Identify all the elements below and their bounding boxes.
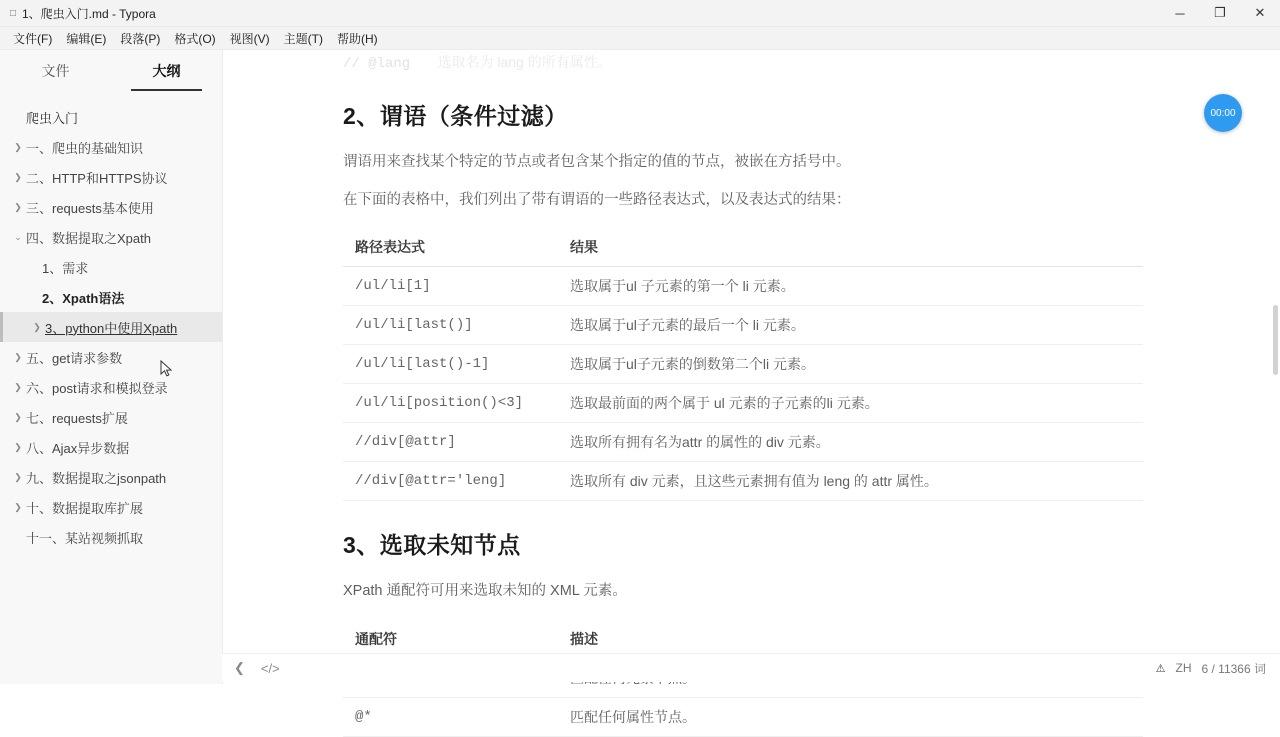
cell-expression: //div[@attr] <box>343 423 558 462</box>
window-title: 1、爬虫入门.md - Typora <box>22 6 156 21</box>
outline-item-xpath-syntax[interactable] <box>0 282 222 312</box>
chevron-left-icon[interactable]: ❮ <box>234 660 245 675</box>
chevron-right-icon[interactable]: ❯ <box>14 171 22 182</box>
source-code-icon[interactable]: </> <box>260 660 280 676</box>
minimize-button[interactable]: ─ <box>1175 5 1185 21</box>
chevron-right-icon[interactable]: ❯ <box>33 321 41 332</box>
outline-item-basics[interactable] <box>0 132 222 162</box>
outline-item-label: 十、数据提取库扩展 <box>26 500 144 516</box>
cell-wildcard: @* <box>343 697 558 736</box>
document-icon: □ <box>9 7 17 19</box>
outline-item-ajax[interactable] <box>0 432 222 462</box>
column-header-description: 描述 <box>558 620 1143 659</box>
column-header-result: 结果 <box>558 228 1143 267</box>
partial-code-text: // @lang <box>343 56 411 72</box>
cell-expression: /ul/li[last()-1] <box>343 345 558 384</box>
outline-item-db-ext[interactable] <box>0 492 222 522</box>
language-indicator[interactable]: ZH <box>1175 661 1192 675</box>
column-header-expression: 路径表达式 <box>343 228 558 267</box>
outline-item-label: 三、requests基本使用 <box>26 200 154 216</box>
table-header-row <box>343 228 1143 267</box>
partial-top-row <box>343 50 1160 72</box>
chevron-right-icon[interactable]: ❯ <box>14 471 22 482</box>
table-row <box>343 345 1143 384</box>
document-content <box>223 50 1280 737</box>
menu-file[interactable]: 文件(F) <box>13 31 53 46</box>
outline-item-label: 四、数据提取之Xpath <box>26 230 151 246</box>
outline-item-label: 1、需求 <box>42 260 89 276</box>
cell-expression: //div[@attr='leng] <box>343 462 558 501</box>
status-right-group <box>1156 660 1280 677</box>
outline-item-requests[interactable] <box>0 192 222 222</box>
sidebar-tabs <box>0 50 222 92</box>
tab-files[interactable]: 文件 <box>41 63 70 79</box>
column-header-wildcard: 通配符 <box>343 620 558 659</box>
menu-view[interactable]: 视图(V) <box>229 31 270 46</box>
chevron-right-icon[interactable]: ❯ <box>14 201 22 212</box>
title-bar <box>0 0 1280 27</box>
cell-expression: /ul/li[position()<3] <box>343 384 558 423</box>
outline-item-requests-ext[interactable] <box>0 402 222 432</box>
cell-description: 匹配任何属性节点。 <box>558 697 1143 736</box>
cell-expression: /ul/li[1] <box>343 267 558 306</box>
outline-item-label: 3、python中使用Xpath <box>45 320 178 336</box>
menu-theme[interactable]: 主题(T) <box>283 31 323 46</box>
outline-item-http[interactable] <box>0 162 222 192</box>
outline-item-label: 八、Ajax异步数据 <box>26 440 130 456</box>
outline-item-video-crawl[interactable] <box>0 522 222 552</box>
chevron-down-icon[interactable]: ⌄ <box>14 231 22 242</box>
outline-item-label: 六、post请求和模拟登录 <box>26 380 168 396</box>
outline-item-python-xpath[interactable] <box>0 312 222 342</box>
cell-result: 选取所有拥有名为attr 的属性的 div 元素。 <box>558 423 1143 462</box>
menu-format[interactable]: 格式(O) <box>174 31 216 46</box>
cell-result: 选取属于ul子元素的倒数第二个li 元素。 <box>558 345 1143 384</box>
partial-desc-text: 选取名为 lang 的所有属性。 <box>437 54 612 70</box>
chevron-right-icon[interactable]: ❯ <box>14 141 22 152</box>
outline-item-post-login[interactable] <box>0 372 222 402</box>
cell-result: 选取最前面的两个属于 ul 元素的子元素的li 元素。 <box>558 384 1143 423</box>
outline-item-label: 一、爬虫的基础知识 <box>26 140 144 156</box>
sidebar <box>0 50 223 684</box>
outline-item-label: 九、数据提取之jsonpath <box>26 470 167 486</box>
heading-section-2: 2、谓语（条件过滤） <box>343 103 568 129</box>
close-button[interactable]: ✕ <box>1254 5 1266 20</box>
cell-result: 选取属于ul 子元素的第一个 li 元素。 <box>558 267 1143 306</box>
menu-help[interactable]: 帮助(H) <box>336 31 378 46</box>
cell-result: 选取属于ul子元素的最后一个 li 元素。 <box>558 306 1143 345</box>
paragraph-table-intro: 在下面的表格中，我们列出了带有谓语的一些路径表达式，以及表达式的结果： <box>343 191 851 208</box>
outline-item-jsonpath[interactable] <box>0 462 222 492</box>
word-count[interactable]: 6 / 11366 词 <box>1201 661 1266 676</box>
table-predicates <box>343 228 1143 501</box>
chevron-right-icon[interactable]: ❯ <box>14 351 22 362</box>
status-bar <box>222 653 1280 682</box>
vertical-scrollbar[interactable] <box>1273 305 1278 375</box>
cell-expression: /ul/li[last()] <box>343 306 558 345</box>
editor-pane[interactable] <box>223 50 1280 725</box>
paragraph-wildcard-intro: XPath 通配符可用来选取未知的 XML 元素。 <box>343 583 627 600</box>
table-row <box>343 697 1143 736</box>
table-row <box>343 306 1143 345</box>
outline-item-label: 2、Xpath语法 <box>42 290 125 306</box>
outline-item-label: 五、get请求参数 <box>26 350 123 366</box>
timer-badge[interactable]: 00:00 <box>1204 94 1242 132</box>
table-row <box>343 423 1143 462</box>
menu-paragraph[interactable]: 段落(P) <box>120 31 161 46</box>
chevron-right-icon[interactable]: ❯ <box>14 381 22 392</box>
outline-item-label: 七、requests扩展 <box>26 410 128 426</box>
paragraph-predicate-intro: 谓语用来查找某个特定的节点或者包含某个指定的值的节点，被嵌在方括号中。 <box>343 154 851 170</box>
menu-bar <box>0 27 1280 50</box>
table-row <box>343 267 1143 306</box>
tab-outline[interactable]: 大纲 <box>111 51 222 91</box>
outline-item-requirement[interactable] <box>0 252 222 282</box>
outline-item-xpath[interactable] <box>0 222 222 252</box>
outline-item-label: 爬虫入门 <box>26 110 79 126</box>
outline-list <box>0 92 222 552</box>
chevron-right-icon[interactable]: ❯ <box>14 411 22 422</box>
outline-item-root[interactable] <box>0 102 222 132</box>
warning-icon[interactable]: ⚠ <box>1155 662 1166 675</box>
chevron-right-icon[interactable]: ❯ <box>14 501 22 512</box>
heading-section-3: 3、选取未知节点 <box>343 532 521 559</box>
table-row <box>343 462 1143 501</box>
outline-item-label: 十一、某站视频抓取 <box>26 530 144 546</box>
main-layout <box>0 50 1280 725</box>
cell-result: 选取所有 div 元素，且这些元素拥有值为 leng 的 attr 属性。 <box>558 462 1143 501</box>
chevron-right-icon[interactable]: ❯ <box>14 441 22 452</box>
outline-item-label: 二、HTTP和HTTPS协议 <box>26 170 168 186</box>
maximize-button[interactable]: ❐ <box>1214 5 1226 20</box>
window-controls <box>1160 0 1280 26</box>
table-row <box>343 384 1143 423</box>
outline-item-get-params[interactable] <box>0 342 222 372</box>
status-left-group <box>222 660 280 676</box>
menu-edit[interactable]: 编辑(E) <box>66 31 107 46</box>
